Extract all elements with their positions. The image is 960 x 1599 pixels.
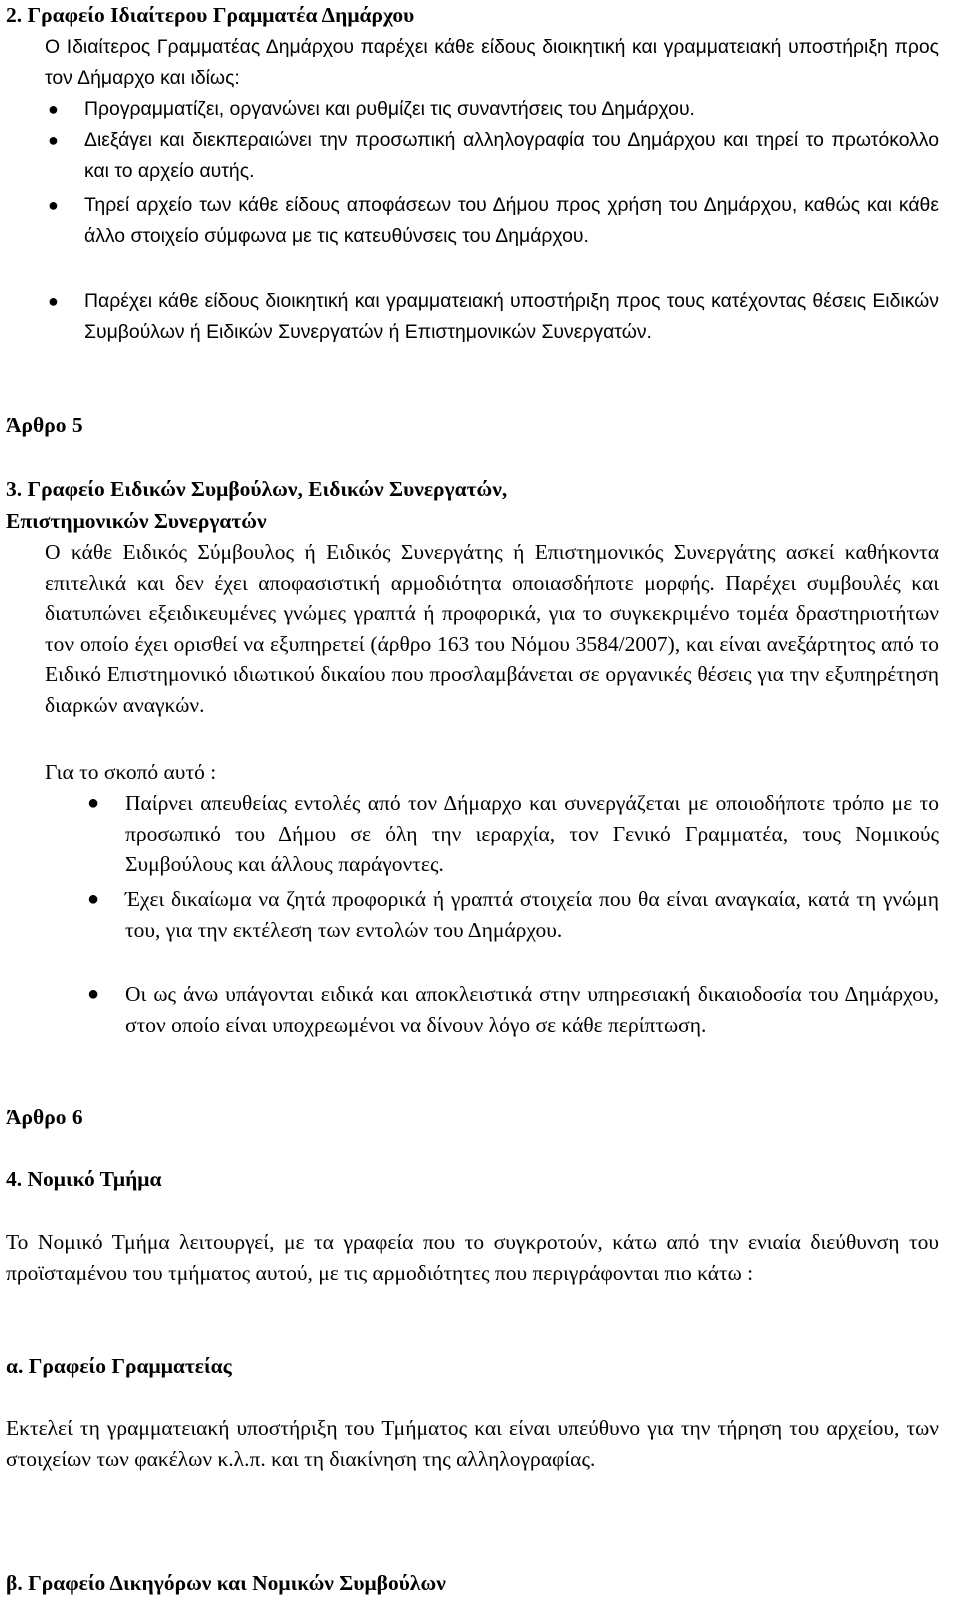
section-3-bullet-item: Παίρνει απευθείας εντολές από τον Δήμαρχο και συνεργάζεται με οποιοδήποτε τρόπο με το προσωπικό του Δήμου σε όλη την ιεραρχία, τον Γενικό Γραμματέα, τους Νομικούς Συμβούλους και άλλους παράγοντες. bbox=[125, 791, 939, 876]
section-4-paragraph: Το Νομικό Τμήμα λειτουργεί, με τα γραφεία που το συγκροτούν, κάτω από την ενιαία διεύθυνση του προϊσταμένου του τμήματος αυτού, με τις αρμοδιότητες που περιγράφονται πιο κάτω : bbox=[6, 1230, 939, 1285]
section-3-purpose: Για το σκοπό αυτό : bbox=[45, 760, 217, 784]
section-2-heading: 2. Γραφείο Ιδιαίτερου Γραμματέα Δημάρχου bbox=[6, 3, 415, 27]
section-2-bullet-item: Προγραμματίζει, οργανώνει και ρυθμίζει τις συναντήσεις του Δημάρχου. bbox=[84, 98, 695, 120]
section-a-paragraph: Εκτελεί τη γραμματειακή υποστήριξη του Τμήματος και είναι υπεύθυνο για την τήρηση του αρχείου, των στοιχείων των φακέλων κ.λ.π. και τη διακίνηση της αλληλογραφίας. bbox=[6, 1416, 939, 1471]
bullet-marker: ● bbox=[48, 99, 59, 119]
section-2-bullet-item: Παρέχει κάθε είδους διοικητική και γραμματειακή υποστήριξη προς τους κατέχοντας θέσεις Ειδικών Συμβούλων ή Ειδικών Συνεργατών ή Επιστημονικών Συνεργατών. bbox=[84, 290, 939, 343]
section-b-heading: β. Γραφείο Δικηγόρων και Νομικών Συμβούλων bbox=[6, 1571, 446, 1595]
section-3-heading-continued: Επιστημονικών Συνεργατών bbox=[6, 509, 267, 533]
section-3-heading: 3. Γραφείο Ειδικών Συμβούλων, Ειδικών Συνεργατών, bbox=[6, 477, 508, 501]
bullet-marker: ● bbox=[87, 792, 100, 814]
section-4-heading: 4. Νομικό Τμήμα bbox=[6, 1167, 162, 1191]
section-a-heading: α. Γραφείο Γραμματείας bbox=[6, 1354, 232, 1378]
bullet-marker: ● bbox=[48, 195, 59, 215]
bullet-marker: ● bbox=[87, 888, 100, 910]
article-5-label: Άρθρο 5 bbox=[6, 413, 83, 437]
bullet-marker: ● bbox=[48, 130, 59, 150]
section-2-bullet-item: Τηρεί αρχείο των κάθε είδους αποφάσεων του Δήμου προς χρήση του Δημάρχου, καθώς και κάθε άλλο στοιχείο σύμφωνα με τις κατευθύνσεις του Δημάρχου. bbox=[84, 194, 939, 247]
section-2-intro: Ο Ιδιαίτερος Γραμματέας Δημάρχου παρέχει κάθε είδους διοικητική και γραμματειακή υποστήριξη προς τον Δήμαρχο και ιδίως: bbox=[45, 36, 939, 89]
bullet-marker: ● bbox=[48, 291, 59, 311]
section-3-bullet-item: Οι ως άνω υπάγονται ειδικά και αποκλειστικά στην υπηρεσιακή δικαιοδοσία του Δημάρχου, στον οποίο είναι υποχρεωμένοι να δίνουν λόγο σε κάθε περίπτωση. bbox=[125, 982, 939, 1037]
article-6-label: Άρθρο 6 bbox=[6, 1105, 83, 1129]
bullet-marker: ● bbox=[87, 983, 100, 1005]
section-3-bullet-item: Έχει δικαίωμα να ζητά προφορικά ή γραπτά στοιχεία που θα είναι αναγκαία, κατά τη γνώμη του, για την εκτέλεση των εντολών του Δημάρχου. bbox=[125, 887, 939, 942]
section-2-bullet-item: Διεξάγει και διεκπεραιώνει την προσωπική αλληλογραφία του Δημάρχου και τηρεί το πρωτόκολλο και το αρχείο αυτής. bbox=[84, 129, 939, 182]
section-3-paragraph: Ο κάθε Ειδικός Σύμβουλος ή Ειδικός Συνεργάτης ή Επιστημονικός Συνεργάτης ασκεί καθήκοντα επιτελικά και δεν έχει αποφασιστική αρμοδιότητα οποιασδήποτε μορφής. Παρέχει συμβουλές και διατυπώνει εξειδικευμένες γνώμες γραπτά ή προφορικά, για το συγκεκριμένο τομέα δραστηριοτήτων τον οποίο έχει ορισθεί να εξυπηρετεί (άρθρο 163 του Νόμου 3584/2007), και είναι ανεξάρτητος από το Ειδικό Επιστημονικό ιδιωτικού δικαίου που προσλαμβάνεται σε οργανικές θέσεις για την εξυπηρέτηση διαρκών αναγκών. bbox=[45, 540, 939, 717]
